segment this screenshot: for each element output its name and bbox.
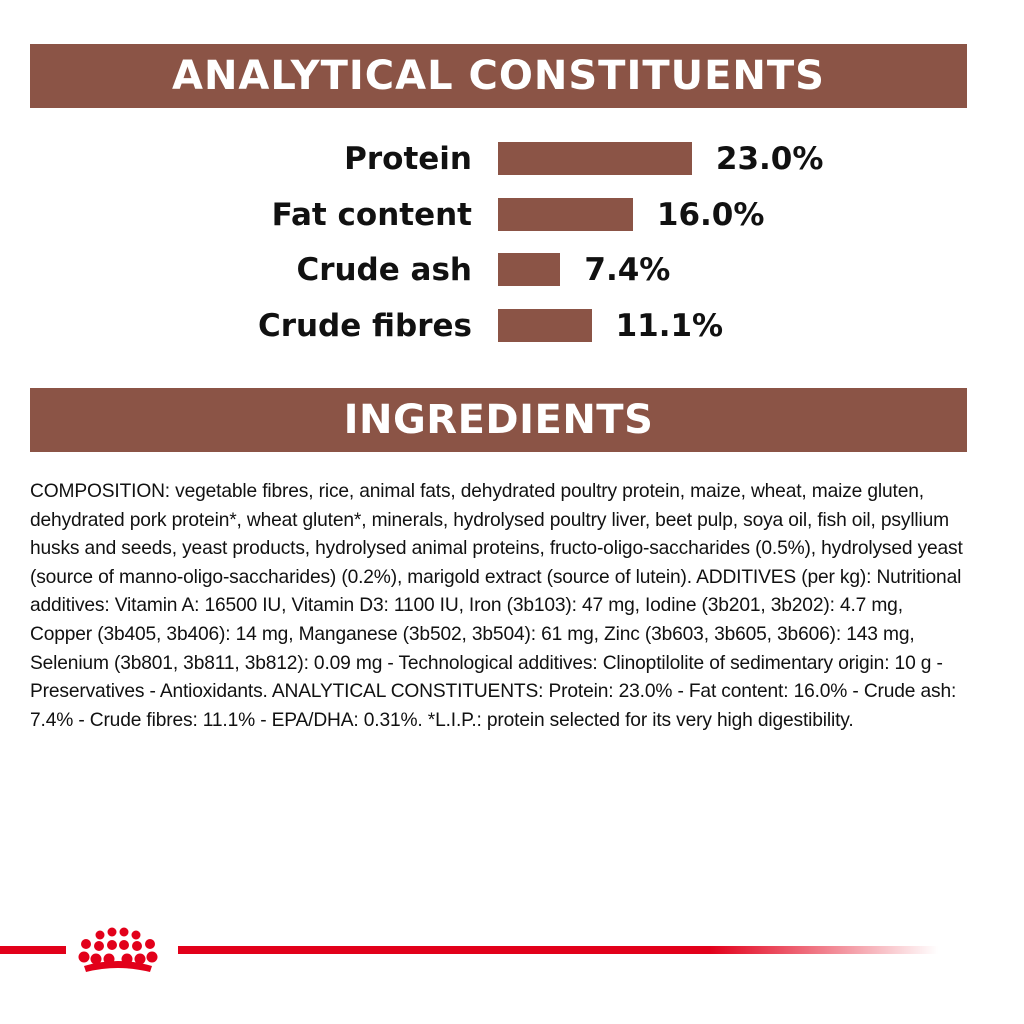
value-label: 16.0%	[656, 196, 765, 233]
category-label: Crude fibres	[257, 307, 472, 344]
analytical-constituents-header	[30, 44, 967, 108]
value-label: 11.1%	[615, 307, 724, 344]
bar	[498, 198, 633, 231]
ingredients-title: INGREDIENTS	[343, 397, 654, 443]
value-label: 7.4%	[584, 252, 671, 288]
value-label: 23.0%	[715, 141, 824, 177]
category-label: Protein	[344, 141, 472, 177]
bar	[498, 142, 692, 175]
analytical-constituents-title: ANALYTICAL CONSTITUENTS	[172, 53, 825, 99]
category-label: Fat content	[271, 196, 472, 233]
brand-line-left	[0, 946, 66, 954]
bar	[498, 309, 592, 342]
brand-line-right	[178, 946, 938, 954]
composition-text: COMPOSITION: vegetable fibres, rice, animal fats, dehydrated poultry protein, maize, wheat, maize gluten, dehydrated pork protein*, wheat gluten*, minerals, hydrolysed poultry liver, beet pulp, soya oil, fish oil, psyllium husks and seeds, yeast products, hydrolysed animal proteins, fructo-oligo-saccharides (0.5%), hydrolysed yeast (source of manno-oligo-saccharides) (0.2%), marigold extract (source of lutein). ADDITIVES (per kg): Nutritional additives: Vitamin A: 16500 IU, Vitamin D3: 1100 IU, Iron (3b103): 47 mg, Iodine (3b201, 3b202): 4.7 mg, Copper (3b405, 3b406): 14 mg, Manganese (3b502, 3b504): 61 mg, Zinc (3b603, 3b605, 3b606): 143 mg, Selenium (3b801, 3b811, 3b812): 0.09 mg - Technological additives: Clinoptilolite of sedimentary origin: 10 g - Preservatives - Antioxidants. ANALYTICAL CONSTITUENTS: Protein: 23.0% - Fat content: 16.0% - Crude ash: 7.4% - Crude fibres: 11.1% - EPA/DHA: 0.31%. *L.I.P.: protein selected for its very high digestibility.	[30, 481, 963, 731]
ingredients-header	[30, 388, 967, 452]
bar	[498, 253, 560, 286]
category-label: Crude ash	[296, 252, 472, 288]
crown-icon	[66, 926, 174, 978]
